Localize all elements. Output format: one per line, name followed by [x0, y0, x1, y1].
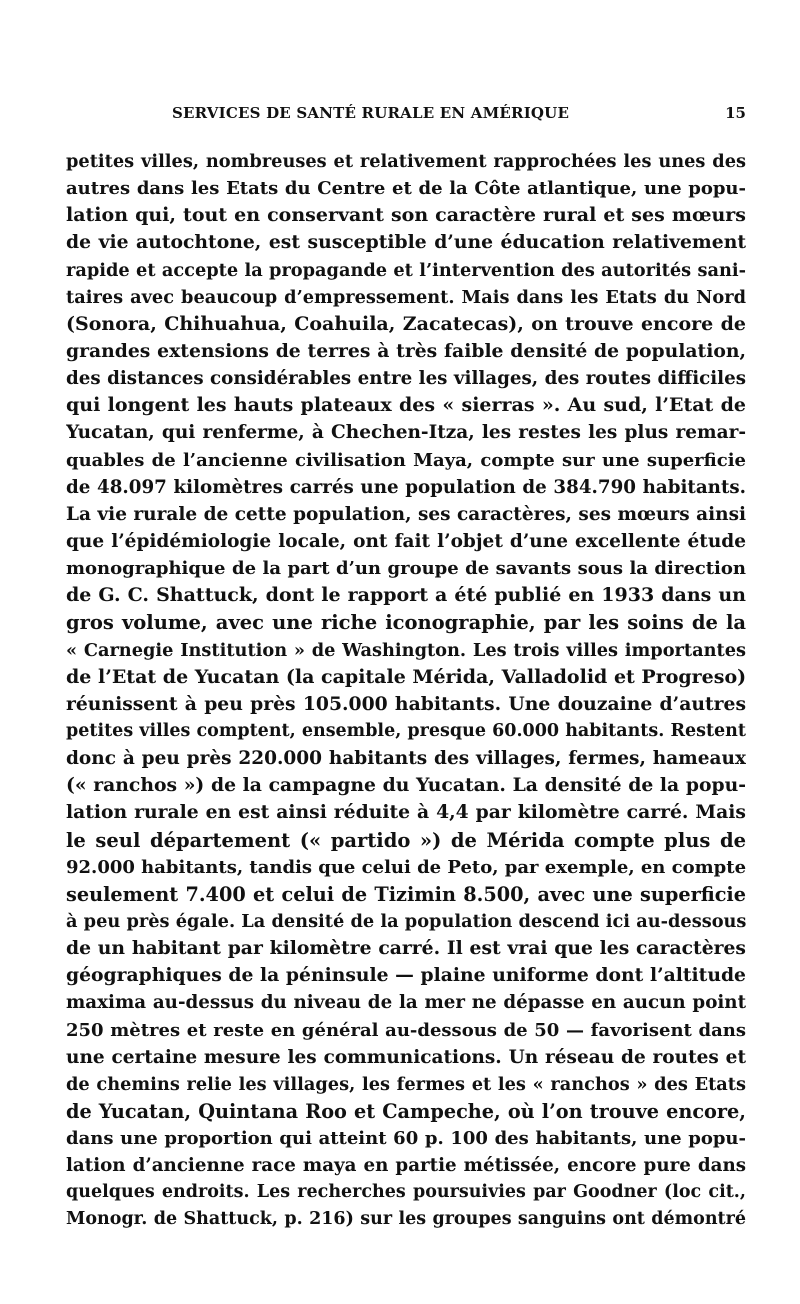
text-line: géographiques de la péninsule — plaine uniforme dont l’altitude: [66, 964, 746, 987]
text-line: « Carnegie Institution » de Washington. Les trois villes importantes: [66, 639, 746, 661]
text-line: à peu près égale. La densité de la population descend ici au-dessous: [66, 910, 746, 932]
body-text: [66, 148, 746, 1234]
text-line: de vie autochtone, est susceptible d’une éducation relativement: [66, 231, 746, 254]
text-line: Monogr. de Shattuck, p. 216) sur les groupes sanguins ont démontré: [66, 1209, 746, 1230]
text-line: petites villes, nombreuses et relativement rapprochées les unes des: [66, 151, 746, 172]
text-line: de G. C. Shattuck, dont le rapport a été publié en 1933 dans un: [66, 584, 746, 607]
text-line: de 48.097 kilomètres carrés une population de 384.790 habitants.: [66, 476, 746, 498]
text-line: le seul département (« partido ») de Mérida compte plus de: [66, 828, 746, 852]
text-line: (Sonora, Chihuahua, Coahuila, Zacatecas), on trouve encore de: [66, 312, 746, 335]
text-line: maxima au-dessus du niveau de la mer ne dépasse en aucun point: [66, 992, 746, 1014]
text-line: quelques endroits. Les recherches poursuivies par Goodner (loc cit.,: [66, 1182, 746, 1203]
text-line: (« ranchos ») de la campagne du Yucatan. La densité de la popu-: [66, 774, 746, 797]
text-line: lation d’ancienne race maya en partie métissée, encore pure dans: [66, 1155, 746, 1177]
text-line: rapide et accepte la propagande et l’intervention des autorités sani-: [66, 259, 746, 281]
text-line: gros volume, avec une riche iconographie, par les soins de la: [66, 611, 746, 635]
text-line: dans une proportion qui atteint 60 p. 100 des habitants, une popu-: [66, 1128, 746, 1150]
running-head: [66, 104, 746, 126]
text-line: lation rurale en est ainsi réduite à 4,4 par kilomètre carré. Mais: [66, 801, 746, 824]
text-line: 250 mètres et reste en général au-dessous de 50 — favorisent dans: [66, 1019, 746, 1041]
text-line: La vie rurale de cette population, ses caractères, ses mœurs ainsi: [66, 503, 746, 525]
text-line: taires avec beaucoup d’empressement. Mais dans les Etats du Nord: [66, 286, 746, 308]
text-line: réunissent à peu près 105.000 habitants. Une douzaine d’autres: [66, 692, 746, 715]
text-line: seulement 7.400 et celui de Tizimin 8.500, avec une superficie: [66, 882, 746, 906]
text-line: que l’épidémiologie locale, ont fait l’objet d’une excellente étude: [66, 530, 746, 552]
text-line: de chemins relie les villages, les fermes et les « ranchos » des Etats: [66, 1073, 746, 1095]
text-line: de l’Etat de Yucatan (la capitale Mérida, Valladolid et Progreso): [66, 665, 746, 688]
text-line: des distances considérables entre les villages, des routes difficiles: [66, 368, 746, 390]
text-line: quables de l’ancienne civilisation Maya, compte sur une superficie: [66, 449, 746, 471]
running-title: SERVICES DE SANTÉ RURALE EN AMÉRIQUE: [172, 104, 570, 122]
text-line: de un habitant par kilomètre carré. Il est vrai que les caractères: [66, 937, 746, 960]
text-line: monographique de la part d’un groupe de savants sous la direction: [66, 558, 746, 580]
text-line: petites villes comptent, ensemble, presque 60.000 habitants. Restent: [66, 720, 746, 741]
text-line: lation qui, tout en conservant son caractère rural et ses mœurs: [66, 204, 746, 227]
text-line: 92.000 habitants, tandis que celui de Peto, par exemple, en compte: [66, 856, 746, 878]
text-line: donc à peu près 220.000 habitants des villages, fermes, hameaux: [66, 748, 746, 770]
text-line: qui longent les hauts plateaux des « sierras ». Au sud, l’Etat de: [66, 394, 746, 417]
text-line: autres dans les Etats du Centre et de la Côte atlantique, une popu-: [66, 178, 746, 200]
text-line: de Yucatan, Quintana Roo et Campeche, où l’on trouve encore,: [66, 1099, 746, 1123]
text-line: grandes extensions de terres à très faible densité de population,: [66, 339, 746, 362]
text-line: une certaine mesure les communications. Un réseau de routes et: [66, 1046, 746, 1068]
page-number: 15: [725, 104, 746, 122]
text-line: Yucatan, qui renferme, à Chechen-Itza, les restes les plus remar-: [66, 422, 746, 444]
